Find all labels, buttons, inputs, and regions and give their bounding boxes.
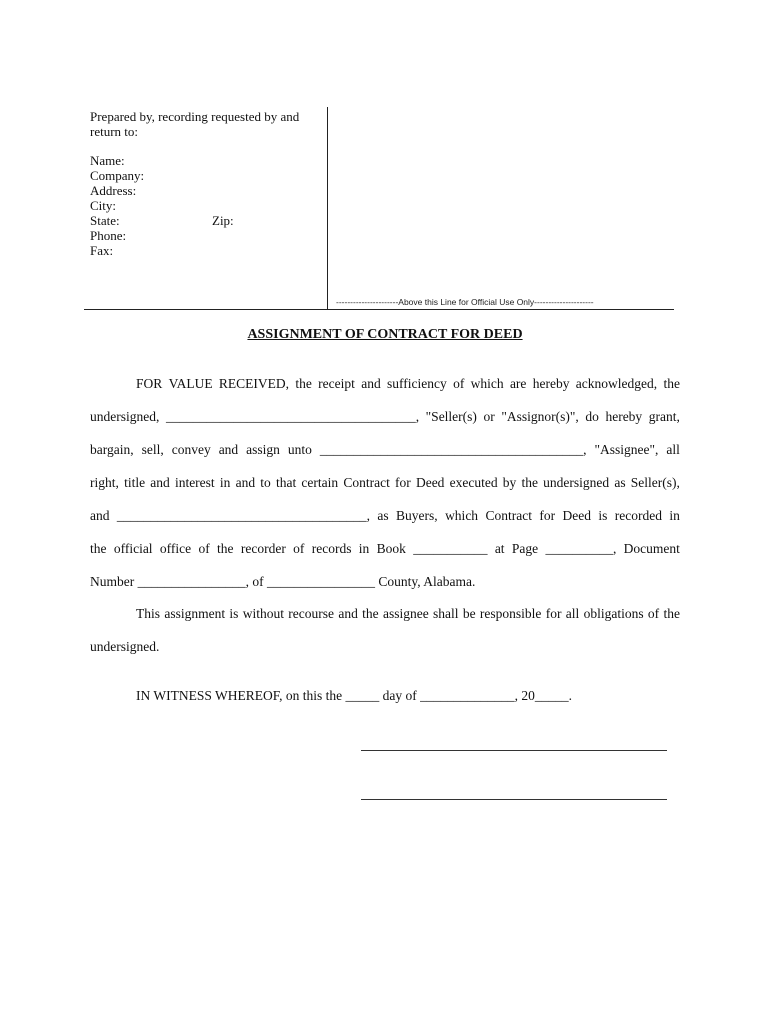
word: as (614, 475, 626, 490)
body-line-9 (90, 639, 680, 655)
word: the (295, 376, 312, 391)
word: Contract (485, 508, 532, 523)
word: and (90, 508, 110, 523)
word: all (565, 606, 580, 621)
company-label: Company: (90, 168, 145, 183)
word: FOR (136, 376, 163, 391)
address-label: Address: (90, 183, 137, 198)
word: and (235, 475, 256, 490)
word: hereby (532, 376, 570, 391)
body-line-8 (136, 606, 680, 622)
body-line-2 (90, 409, 680, 425)
witness-line (136, 688, 680, 704)
word: which (445, 508, 479, 523)
document-title: ASSIGNMENT OF CONTRACT FOR DEED (247, 327, 523, 342)
word: is (598, 508, 608, 523)
word: or (483, 409, 495, 424)
word: without (242, 606, 284, 621)
word: as (377, 508, 389, 523)
signature-line-2[interactable] (361, 799, 667, 800)
word: all (666, 442, 680, 457)
word: records (311, 541, 352, 556)
word: of (647, 606, 660, 621)
name-label: Name: (90, 153, 125, 168)
word: assignment (164, 606, 226, 621)
word: grant, (648, 409, 680, 424)
witness-text: IN WITNESS WHEREOF, on this the _____ day of ______________, 20_____. (136, 688, 573, 703)
word: and (218, 442, 239, 457)
word: the (217, 541, 234, 556)
word: in (358, 541, 370, 556)
word: right, (90, 475, 119, 490)
word: for (539, 508, 556, 523)
word: assign (246, 442, 280, 457)
word: Page (511, 541, 539, 556)
word: for (545, 606, 562, 621)
word: interest (174, 475, 215, 490)
zip-label: Zip: (212, 213, 234, 228)
word: unto (287, 442, 312, 457)
word: VALUE (168, 376, 213, 391)
word: that (275, 475, 297, 490)
signature-line-1[interactable] (361, 750, 667, 751)
word: of (198, 541, 210, 556)
word: title (124, 475, 146, 490)
word: ___________ (413, 541, 488, 556)
header-vertical-divider (327, 107, 328, 310)
word: _____________________________________, (116, 508, 371, 523)
word: convey (171, 442, 211, 457)
word: This (136, 606, 161, 621)
word: official (113, 541, 153, 556)
word: at (494, 541, 505, 556)
word: in (669, 508, 680, 523)
phone-label: Phone: (90, 228, 127, 243)
word: be (462, 606, 476, 621)
word: of (293, 541, 305, 556)
fax-label: Fax: (90, 243, 114, 258)
word: _______________________________________, (319, 442, 587, 457)
word: undersigned (543, 475, 610, 490)
body-line-9-text: undersigned. (90, 639, 160, 654)
word: __________, (545, 541, 617, 556)
word: undersigned, (90, 409, 160, 424)
body-line-5 (90, 508, 680, 524)
word: RECEIVED, (218, 376, 290, 391)
body-line-6 (90, 541, 680, 557)
word: and (338, 606, 358, 621)
word: are (509, 376, 527, 391)
word: and (150, 475, 170, 490)
word: the (663, 376, 680, 391)
word: "Seller(s) (425, 409, 477, 424)
official-use-line: ----------------------Above this Line for Official Use Only--------------------- (336, 297, 594, 307)
word: recorder (240, 541, 286, 556)
word: obligations (583, 606, 644, 621)
word: and (361, 376, 381, 391)
body-line-7 (90, 574, 680, 590)
header-bottom-rule (84, 309, 674, 310)
body-line-1 (136, 376, 680, 392)
word: is (229, 606, 239, 621)
word: of (453, 376, 465, 391)
word: receipt (318, 376, 355, 391)
word: the (521, 475, 538, 490)
word: Document (623, 541, 680, 556)
word: recourse (288, 606, 335, 621)
word: _____________________________________, (165, 409, 420, 424)
word: assignee (382, 606, 429, 621)
word: responsible (479, 606, 542, 621)
word: sufficiency (387, 376, 447, 391)
word: acknowledged, (575, 376, 658, 391)
word: Deed (562, 508, 591, 523)
body-line-3 (90, 442, 680, 458)
word: which (470, 376, 504, 391)
word: certain (301, 475, 339, 490)
word: to (260, 475, 271, 490)
word: recorded (614, 508, 662, 523)
word: for (395, 475, 411, 490)
word: the (90, 541, 107, 556)
body-line-7-text: Number ________________, of ________________ County, Alabama. (90, 574, 476, 589)
word: Contract (343, 475, 390, 490)
word: shall (433, 606, 459, 621)
prepared-by-line-2: return to: (90, 124, 139, 139)
word: in (219, 475, 231, 490)
city-label: City: (90, 198, 117, 213)
word: Book (376, 541, 406, 556)
prepared-by-line-1: Prepared by, recording requested by and (90, 109, 300, 124)
word: Seller(s), (630, 475, 680, 490)
word: sell, (141, 442, 164, 457)
word: do (585, 409, 599, 424)
state-label: State: (90, 213, 120, 228)
word: by (502, 475, 517, 490)
word: "Assignee", (594, 442, 659, 457)
word: "Assignor(s)", (501, 409, 579, 424)
word: hereby (605, 409, 643, 424)
word: the (663, 606, 680, 621)
word: the (362, 606, 379, 621)
word: Deed (415, 475, 445, 490)
word: bargain, (90, 442, 134, 457)
word: office (159, 541, 192, 556)
word: executed (449, 475, 498, 490)
body-line-4 (90, 475, 680, 491)
word: Buyers, (396, 508, 438, 523)
